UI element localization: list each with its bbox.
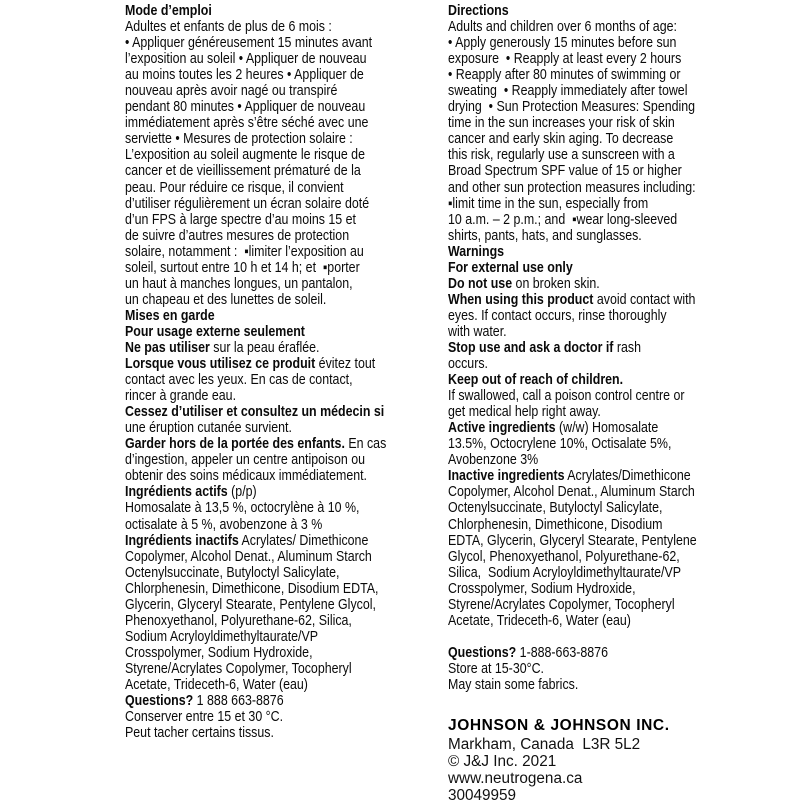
label-text-line: Chlorphenesin, Dimethicone, Disodium EDTA, [125,580,379,597]
label-text-line: peau. Pour réduire ce risque, il convient [125,179,344,196]
french-column [125,3,432,741]
label-text-line: Stop use and ask a doctor if rash [448,339,642,356]
label-text-line: Cessez d’utiliser et consultez un médecin si [125,404,385,421]
label-text-line: d’un FPS à large spectre d’au moins 15 et [125,211,357,228]
company-address: Markham, Canada L3R 5L2 [448,736,641,754]
label-text-line: Copolymer, Alcohol Denat., Aluminum Starch [448,484,695,501]
label-text-line: Peut tacher certains tissus. [125,725,274,742]
manufacturer-block [448,716,741,800]
label-text-line: • Appliquer généreusement 15 minutes avant [125,35,373,52]
label-text-line: get medical help right away. [448,404,601,421]
label-text-line: May stain some fabrics. [448,676,579,693]
label-text-line: immédiatement après s’être séché avec une [125,115,369,132]
label-text-line: Styrene/Acrylates Copolymer, Tocopheryl [125,660,352,677]
label-text-line: Ingrédients actifs (p/p) [125,484,257,501]
label-text-line: de suivre d’autres mesures de protection [125,227,350,244]
label-text-line: with water. [448,323,507,340]
label-text-line: d’utiliser régulièrement un écran solaire doté [125,195,370,212]
product-code: 30049959 [448,787,517,800]
label-text-line: Questions? 1-888-663-8876 [448,644,608,661]
label-text-line: time in the sun increases your risk of skin [448,115,675,132]
label-text-line: Crosspolymer, Sodium Hydroxide, [448,580,636,597]
label-text-line: • Reapply after 80 minutes of swimming or [448,67,681,84]
label-text-line: ▪limit time in the sun, especially from [448,195,649,212]
label-text-line: 13.5%, Octocrylene 10%, Octisalate 5%, [448,436,672,453]
label-text-line: For external use only [448,259,573,276]
label-text-line: If swallowed, call a poison control centre or [448,388,685,405]
label-text-line: Directions [448,3,509,19]
label-text-line: Adults and children over 6 months of age: [448,19,677,36]
english-column [448,3,741,800]
label-text-line: Crosspolymer, Sodium Hydroxide, [125,644,313,661]
label-text-line: Lorsque vous utilisez ce produit évitez tout [125,356,376,373]
label-text-line: Sodium Acryloyldimethyltaurate/VP [125,628,319,645]
label-text-line: Acetate, Trideceth-6, Water (eau) [448,612,631,629]
label-text-line: Do not use on broken skin. [448,275,600,292]
label-text-line: contact avec les yeux. En cas de contact, [125,372,353,389]
label-text-line: cancer et de vieillissement prématuré de la [125,163,361,180]
label-text-line: Inactive ingredients Acrylates/Dimethicone [448,468,691,485]
label-text-line: soleil, surtout entre 10 h et 14 h; et ▪porter [125,259,360,276]
label-text-line: Ingrédients inactifs Acrylates/ Dimethicone [125,532,369,549]
label-text-line: pendant 80 minutes • Appliquer de nouveau [125,99,366,116]
label-text-line: exposure • Reapply at least every 2 hours [448,51,682,68]
label-text-line: When using this product avoid contact with [448,291,696,308]
label-text-line: Avobenzone 3% [448,452,539,469]
label-text-line: EDTA, Glycerin, Glyceryl Stearate, Pentylene [448,532,697,549]
label-text-line: • Apply generously 15 minutes before sun [448,35,677,52]
label-text-line: Styrene/Acrylates Copolymer, Tocopheryl [448,596,675,613]
label-text-line: l’exposition au soleil • Appliquer de nouveau [125,51,367,68]
french-text-block [125,3,386,741]
label-text-line: d’ingestion, appeler un centre antipoison ou [125,452,366,469]
label-text-line: solaire, notamment : ▪limiter l’exposition au [125,243,364,260]
label-text-line: eyes. If contact occurs, rinse thoroughly [448,307,667,324]
label-text-line: Glycerin, Glyceryl Stearate, Pentylene Glycol, [125,596,376,613]
label-text-line: cancer and early skin aging. To decrease [448,131,674,148]
label-text-line: Silica, Sodium Acryloyldimethyltaurate/VP [448,564,682,581]
copyright-line: © J&J Inc. 2021 [448,753,557,771]
label-text-line: Phenoxyethanol, Polyurethane-62, Silica, [125,612,352,629]
label-text-line [448,629,697,645]
english-text-block [448,3,697,693]
label-text-line: Acetate, Trideceth-6, Water (eau) [125,676,308,693]
label-text-line: shirts, pants, hats, and sunglasses. [448,227,642,244]
label-text-line: un haut à manches longues, un pantalon, [125,275,353,292]
label-text-line: Store at 15-30°C. [448,660,544,677]
label-text-line: this risk, regularly use a sunscreen with a [448,147,675,164]
label-text-line: Copolymer, Alcohol Denat., Aluminum Starch [125,548,372,565]
label-text-line: Chlorphenesin, Dimethicone, Disodium [448,516,663,533]
label-text-line: obtenir des soins médicaux immédiatement. [125,468,368,485]
label-text-line: 10 a.m. – 2 p.m.; and ▪wear long-sleeved [448,211,678,228]
label-text-line: occurs. [448,356,488,373]
label-text-line: Broad Spectrum SPF value of 15 or higher [448,163,682,180]
label-text-line: Garder hors de la portée des enfants. En cas [125,436,387,453]
label-text-line: Active ingredients (w/w) Homosalate [448,420,659,437]
label-text-line: rincer à grande eau. [125,388,237,405]
label-text-line: Mises en garde [125,307,215,324]
label-text-line: L’exposition au soleil augmente le risque de [125,147,365,164]
label-text-line: Ne pas utiliser sur la peau éraflée. [125,339,320,356]
label-text-line: serviette • Mesures de protection solaire : [125,131,353,148]
label-text-line: un chapeau et des lunettes de soleil. [125,291,327,308]
label-text-line: Conserver entre 15 et 30 °C. [125,709,284,726]
label-text-line: Warnings [448,243,505,260]
label-text-line: drying • Sun Protection Measures: Spending [448,99,696,116]
label-text-line: une éruption cutanée survient. [125,420,292,437]
label-text-line: au moins toutes les 2 heures • Appliquer de [125,67,364,84]
label-text-line: Octenylsuccinate, Butyloctyl Salicylate, [448,500,663,517]
website-text: www.neutrogena.ca [448,770,583,788]
label-text-line: Adultes et enfants de plus de 6 mois : [125,19,332,36]
label-text-line: Homosalate à 13,5 %, octocrylène à 10 %, [125,500,360,517]
label-text-line: Questions? 1 888 663-8876 [125,693,284,710]
label-text-line: octisalate à 5 %, avobenzone à 3 % [125,516,323,533]
label-text-line: and other sun protection measures including: [448,179,696,196]
label-text-line: Keep out of reach of children. [448,372,624,389]
label-text-line: Pour usage externe seulement [125,323,305,340]
label-text-line: Octenylsuccinate, Butyloctyl Salicylate, [125,564,340,581]
label-text-line: nouveau après avoir nagé ou transpiré [125,83,338,100]
label-text-line: sweating • Reapply immediately after towel [448,83,688,100]
company-name: JOHNSON & JOHNSON INC. [448,717,670,735]
label-text-line: Mode d’emploi [125,3,212,19]
label-text-line: Glycol, Phenoxyethanol, Polyurethane-62, [448,548,680,565]
